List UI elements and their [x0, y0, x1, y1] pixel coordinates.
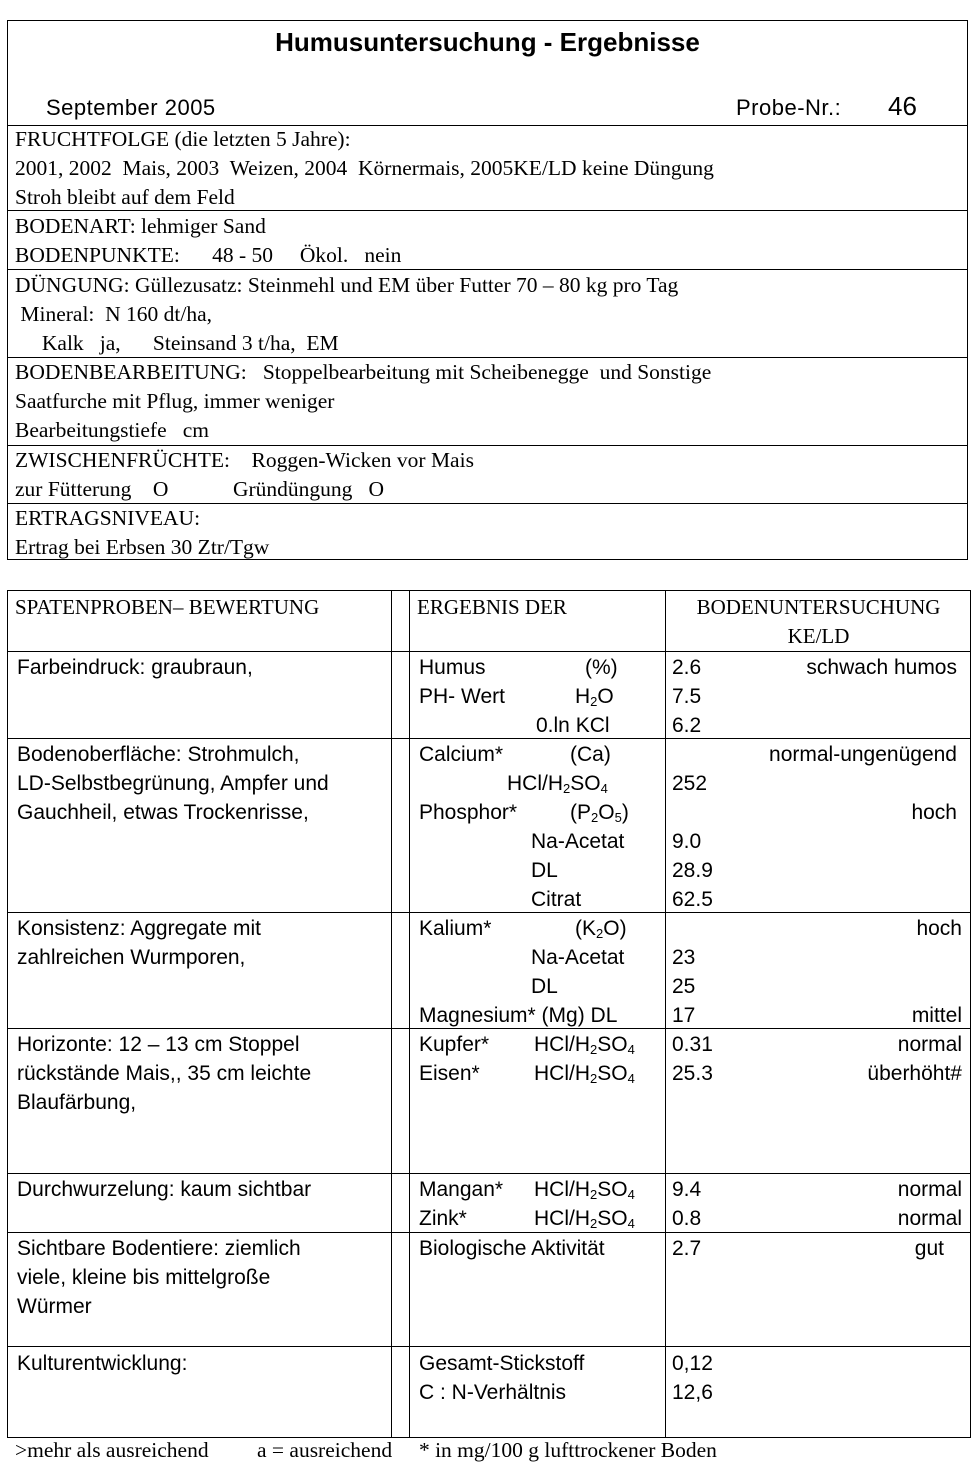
table-row-4-mid: Kupfer* HCl/$H_2SO_4$ Eisen* HCl/$H_2SO_4$: [419, 1033, 635, 1086]
section-boden: BODENART: lehmiger Sand BODENPUNKTE: 48 - 50 Ökol. nein: [15, 214, 402, 267]
table-row-3-mid: Kalium* $(K_2O)$ Na-Acetat DL Magnesium* (Mg) DL: [419, 917, 627, 1027]
date: September 2005: [46, 95, 216, 120]
header-col1: SPATENPROBEN– BEWERTUNG: [15, 595, 320, 619]
table-row-1-left: Farbeindruck: graubraun,: [17, 656, 253, 679]
info-box: [7, 20, 968, 560]
header-col2: ERGEBNIS DER: [417, 595, 567, 619]
table-row-1-right: 2.6 schwach humos 7.5 6.2: [672, 656, 957, 737]
table-row-5-mid: Mangan* HCl/$H_2SO_4$ Zink* HCl/$H_2SO_4$: [419, 1178, 635, 1231]
page-title: Humusuntersuchung - Ergebnisse: [275, 27, 700, 57]
header-col3: BODENUNTERSUCHUNG KE/LD: [696, 595, 941, 648]
table-row-6-right: 2.7 gut: [672, 1237, 944, 1260]
table-row-3-right: hoch 23 25 17 mittel: [672, 917, 962, 1027]
section-ertragsniveau: ERTRAGSNIVEAU: Ertrag bei Erbsen 30 Ztr/Tgw: [15, 506, 270, 559]
table-row-2-left: Bodenoberfläche: Strohmulch, LD-Selbstbegrünung, Ampfer und Gauchheil, etwas Trockenrisse,: [17, 743, 329, 824]
section-bodenbearbeitung: BODENBEARBEITUNG: Stoppelbearbeitung mit Scheibenegge und Sonstige Saatfurche mit Pflug, immer weniger Bearbeitungstiefe cm: [15, 360, 712, 442]
results-table: [7, 590, 971, 1438]
table-row-7-left: Kulturentwicklung:: [17, 1352, 188, 1375]
table-row-7-right: 0,12 12,6: [672, 1352, 713, 1404]
table-row-3-left: Konsistenz: Aggregate mit zahlreichen Wurmporen,: [17, 917, 261, 969]
section-fruchtfolge: FRUCHTFOLGE (die letzten 5 Jahre): 2001, 2002 Mais, 2003 Weizen, 2004 Körnermais, 2005KE/LD keine Düngung Stroh bleibt auf dem Feld: [15, 127, 714, 209]
table-row-5-right: 9.4 normal 0.8 normal: [672, 1178, 962, 1230]
table-row-7-mid: Gesamt-Stickstoff C : N-Verhältnis: [419, 1352, 585, 1404]
probe-number: 46: [888, 91, 917, 121]
probe-label: Probe-Nr.:: [736, 95, 842, 120]
table-row-5-left: Durchwurzelung: kaum sichtbar: [17, 1178, 312, 1201]
section-zwischenfruechte: ZWISCHENFRÜCHTE: Roggen-Wicken vor Mais zur Fütterung O Gründüngung O: [15, 448, 474, 501]
table-row-4-left: Horizonte: 12 – 13 cm Stoppel rückstände Mais,, 35 cm leichte Blaufärbung,: [17, 1033, 312, 1114]
table-row-2-mid: Calcium* (Ca) HCl/$H_2SO_4$ Phosphor* $(P_2O_5)$ Na-Acetat DL Citrat: [419, 743, 629, 911]
section-duengung: DÜNGUNG: Güllezusatz: Steinmehl und EM über Futter 70 – 80 kg pro Tag Mineral: N 160 dt/ha, Kalk ja, Steinsand 3 t/ha, EM: [15, 273, 679, 355]
table-row-6-mid: Biologische Aktivität: [419, 1237, 605, 1260]
table-row-4-right: 0.31 normal 25.3 überhöht#: [672, 1033, 962, 1085]
table-row-2-right: normal-ungenügend 252 hoch 9.0 28.9 62.5: [672, 743, 957, 911]
footer-legend: >mehr als ausreichend a = ausreichend * in mg/100 g lufttrockener Boden: [15, 1438, 717, 1462]
table-row-1-mid: Humus (%) PH- Wert $H_2O$ 0.ln KCl: [419, 656, 618, 737]
table-row-6-left: Sichtbare Bodentiere: ziemlich viele, kleine bis mittelgroße Würmer: [17, 1237, 301, 1318]
